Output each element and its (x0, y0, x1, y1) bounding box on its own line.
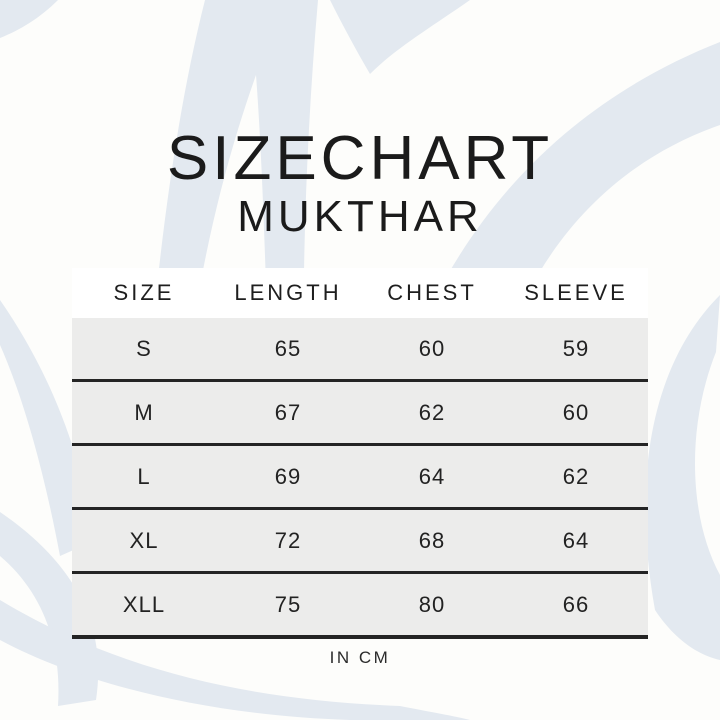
cell-size: XLL (122, 591, 166, 617)
table-header-row (72, 268, 648, 318)
cell-size: M (134, 399, 154, 425)
cell-sleeve: 62 (562, 463, 590, 489)
table-row-l (72, 446, 648, 510)
cell-size: S (136, 335, 152, 361)
cell-chest: 80 (418, 591, 446, 617)
column-header-size: SIZE (113, 280, 175, 305)
unit-note: IN CM (329, 648, 391, 667)
cell-size: L (137, 463, 151, 489)
size-table (72, 268, 648, 639)
cell-length: 65 (274, 335, 302, 361)
cell-chest: 68 (418, 527, 446, 553)
cell-length: 75 (274, 591, 302, 617)
title-block (0, 126, 720, 240)
cell-length: 69 (274, 463, 302, 489)
cell-size: XL (129, 527, 159, 553)
table-row-xl (72, 510, 648, 574)
table-row-s (72, 318, 648, 382)
page-subtitle: MUKTHAR (237, 192, 483, 241)
table-row-xll (72, 574, 648, 639)
page-title: SIZECHART (166, 124, 554, 193)
cell-sleeve: 60 (562, 399, 590, 425)
cell-length: 72 (274, 527, 302, 553)
cell-sleeve: 64 (562, 527, 590, 553)
cell-sleeve: 59 (562, 335, 590, 361)
cell-chest: 62 (418, 399, 446, 425)
cell-chest: 64 (418, 463, 446, 489)
cell-length: 67 (274, 399, 302, 425)
cell-sleeve: 66 (562, 591, 590, 617)
column-header-length: LENGTH (234, 280, 342, 305)
column-header-sleeve: SLEEVE (524, 280, 628, 305)
column-header-chest: CHEST (387, 280, 477, 305)
table-row-m (72, 382, 648, 446)
cell-chest: 60 (418, 335, 446, 361)
